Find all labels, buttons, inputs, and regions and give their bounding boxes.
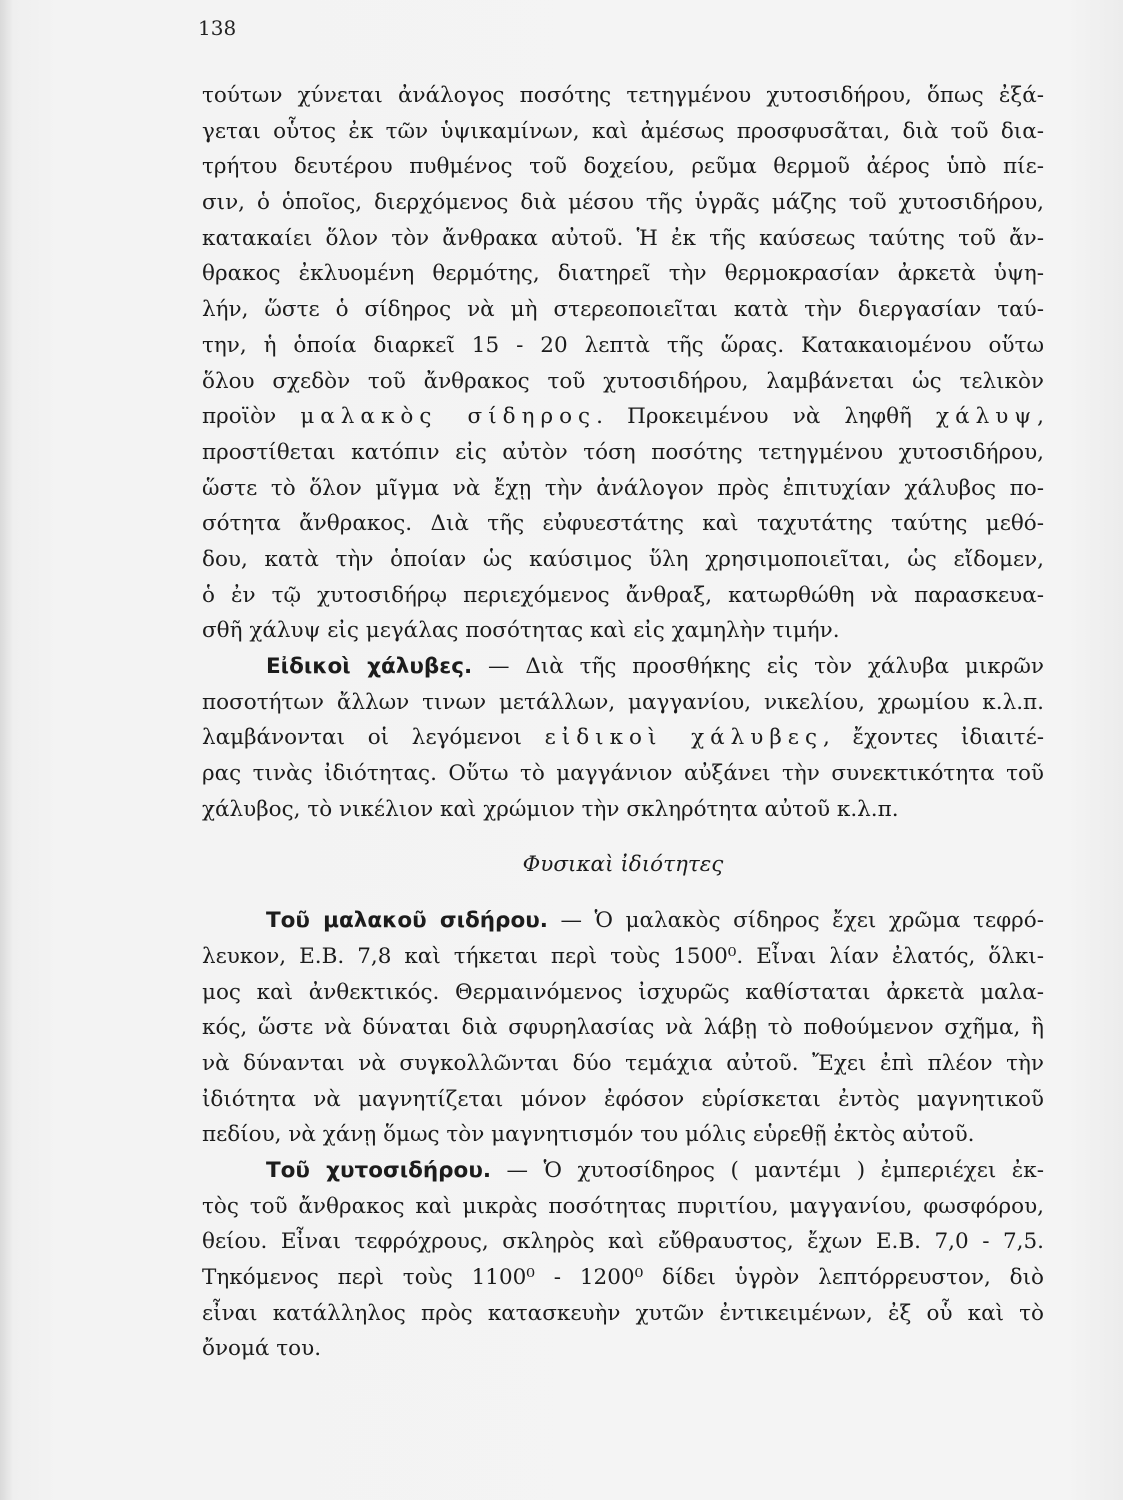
text-line: [202, 471, 1044, 507]
text-run: προϊὸν: [202, 404, 301, 430]
text-line: [202, 1082, 1044, 1118]
text-line: [202, 1260, 1044, 1296]
text-run: σότητα ἄνθρακος. Διὰ τῆς εὐφυεστάτης καὶ ταχυτάτης ταύτης μεθό-: [202, 511, 1044, 537]
text-run: λευκον, Ε.Β. 7,8 καὶ τήκεται περὶ τοὺς 1500⁰. Εἶναι λίαν ἐλατός, ὅλκι-: [202, 943, 1044, 969]
text-run: τούτων χύνεται ἀνάλογος ποσότης τετηγμένου χυτοσιδήρου, ὅπως ἐξά-: [202, 83, 1044, 108]
text-run: Φυσικαὶ ἰδιότητες: [522, 852, 724, 878]
text-run: γεται οὗτος ἐκ τῶν ὑψικαμίνων, καὶ ἀμέσως προσφυσᾶται, διὰ τοῦ δια-: [202, 118, 1044, 144]
text-line: [202, 939, 1044, 975]
text-run: χάλυβος, τὸ νικέλιον καὶ χρώμιον τὴν σκληρότητα αὐτοῦ κ.λ.π.: [202, 796, 899, 822]
text-line: [202, 975, 1044, 1011]
text-run: ρας τινὰς ἰδιότητας. Οὕτω τὸ μαγγάνιον αὐξάνει τὴν συνεκτικότητα τοῦ: [202, 761, 1044, 787]
text-run: λαμβάνονται οἱ λεγόμενοι: [202, 725, 545, 751]
paragraph-heading: Εἰδικοὶ χάλυβες.: [266, 654, 473, 679]
text-run: προστίθεται κατόπιν εἰς αὐτὸν τόση ποσότης τετηγμένου χυτοσιδήρου,: [202, 439, 1044, 465]
text-line: [202, 399, 1044, 435]
emphasized-term: χάλυψ: [936, 404, 1038, 430]
text-run: νὰ δύνανται νὰ συγκολλῶνται δύο τεμάχια αὐτοῦ. Ἔχει ἐπὶ πλέον τὴν: [202, 1050, 1044, 1076]
page-number: 138: [198, 16, 237, 40]
text-run: ὁ ἐν τῷ χυτοσιδήρῳ περιεχόμενος ἄνθραξ, κατωρθώθη νὰ παρασκευα-: [202, 582, 1044, 608]
text-run: — Ὁ χυτοσίδηρος ( μαντέμι ) ἐμπεριέχει ἐκ-: [491, 1157, 1044, 1183]
emphasized-term: εἰδικοὶ χάλυβες: [544, 725, 823, 751]
body-text: [202, 78, 1044, 1367]
text-run: θείου. Εἶναι τεφρόχρους, σκληρὸς καὶ εὔθραυστος, ἔχων Ε.Β. 7,0 - 7,5.: [202, 1229, 1044, 1255]
text-run: θρακος ἐκλυομένη θερμότης, διατηρεῖ τὴν θερμοκρασίαν ἀρκετὰ ὑψη-: [202, 261, 1044, 287]
text-run: ὥστε τὸ ὅλον μῖγμα νὰ ἔχῃ τὴν ἀνάλογον πρὸς ἐπιτυχίαν χάλυβος πο-: [202, 475, 1044, 501]
text-line: [202, 185, 1044, 221]
text-run: κατακαίει ὅλον τὸν ἄνθρακα αὐτοῦ. Ἡ ἐκ τῆς καύσεως ταύτης τοῦ ἄν-: [202, 225, 1044, 251]
text-line: [202, 1046, 1044, 1082]
text-line: [202, 221, 1044, 257]
text-line: [202, 256, 1044, 292]
text-run: σιν, ὁ ὁποῖος, διερχόμενος διὰ μέσου τῆς ὑγρᾶς μάζης τοῦ χυτοσιδήρου,: [202, 190, 1044, 216]
text-run: Τηκόμενος περὶ τοὺς 1100⁰ - 1200⁰ δίδει ὑγρὸν λεπτόρρευστον, διὸ: [202, 1265, 1044, 1290]
text-line: [202, 613, 1044, 649]
text-line: [202, 792, 1044, 828]
text-run: δου, κατὰ τὴν ὁποίαν ὡς καύσιμος ὕλη χρησιμοποιεῖται, ὡς εἴδομεν,: [202, 546, 1044, 572]
text-line: [202, 1296, 1044, 1332]
text-run: ποσοτήτων ἄλλων τινων μετάλλων, μαγγανίου, νικελίου, χρωμίου κ.λ.π.: [202, 689, 1044, 715]
text-run: ἰδιότητα νὰ μαγνητίζεται μόνον ἐφόσον εὑρίσκεται ἐντὸς μαγνητικοῦ: [202, 1086, 1044, 1112]
text-run: τὸς τοῦ ἄνθρακος καὶ μικρὰς ποσότητας πυριτίου, μαγγανίου, φωσφόρου,: [202, 1193, 1044, 1219]
paragraph-heading: Τοῦ μαλακοῦ σιδήρου.: [266, 908, 548, 934]
text-run: — Διὰ τῆς προσθήκης εἰς τὸν χάλυβα μικρῶν: [472, 654, 1044, 679]
text-run: εἶναι κατάλληλος πρὸς κατασκευὴν χυτῶν ἐντικειμένων, ἐξ οὗ καὶ τὸ: [202, 1300, 1044, 1326]
text-line: [202, 578, 1044, 614]
text-line: [202, 649, 1044, 685]
text-run: ὄνομά του.: [202, 1336, 322, 1362]
text-run: — Ὁ μαλακὸς σίδηρος ἔχει χρῶμα τεφρό-: [547, 908, 1044, 934]
text-line: [202, 1224, 1044, 1260]
text-line: [202, 364, 1044, 400]
text-line: [202, 1010, 1044, 1046]
text-line: [202, 1117, 1044, 1153]
text-line: [202, 1189, 1044, 1225]
text-run: μος καὶ ἀνθεκτικός. Θερμαινόμενος ἰσχυρῶς καθίσταται ἀρκετὰ μαλα-: [202, 979, 1044, 1005]
text-line: [202, 756, 1044, 792]
section-heading: [202, 847, 1044, 883]
text-run: την, ἡ ὁποία διαρκεῖ 15 - 20 λεπτὰ τῆς ὥρας. Κατακαιομένου οὕτω: [202, 332, 1044, 358]
text-line: [202, 114, 1044, 150]
text-run: ,: [1037, 404, 1044, 430]
text-line: [202, 903, 1044, 939]
text-line: [202, 149, 1044, 185]
text-run: σθῆ χάλυψ εἰς μεγάλας ποσότητας καὶ εἰς χαμηλὴν τιμήν.: [202, 618, 840, 644]
text-line: [202, 328, 1044, 364]
text-line: [202, 1331, 1044, 1367]
text-run: κός, ὥστε νὰ δύναται διὰ σφυρηλασίας νὰ λάβῃ τὸ ποθούμενον σχῆμα, ἢ: [202, 1015, 1044, 1041]
text-line: [202, 1153, 1044, 1189]
text-run: , ἔχοντες ἰδιαιτέ-: [823, 725, 1044, 751]
text-run: πεδίου, νὰ χάνῃ ὅμως τὸν μαγνητισμόν του μόλις εὑρεθῇ ἐκτὸς αὐτοῦ.: [202, 1122, 975, 1148]
text-run: ὅλου σχεδὸν τοῦ ἄνθρακος τοῦ χυτοσιδήρου, λαμβάνεται ὡς τελικὸν: [202, 368, 1044, 394]
text-line: [202, 542, 1044, 578]
text-line: [202, 720, 1044, 756]
text-line: [202, 292, 1044, 328]
paragraph-heading: Τοῦ χυτοσιδήρου.: [266, 1157, 492, 1183]
text-line: [202, 78, 1044, 114]
text-line: [202, 435, 1044, 471]
text-run: . Προκειμένου νὰ ληφθῆ: [596, 404, 937, 430]
text-run: λήν, ὥστε ὁ σίδηρος νὰ μὴ στερεοποιεῖται κατὰ τὴν διεργασίαν ταύ-: [202, 297, 1044, 323]
emphasized-term: μαλακὸς σίδηρος: [300, 404, 597, 430]
text-line: [202, 685, 1044, 721]
text-line: [202, 506, 1044, 542]
text-run: τρήτου δευτέρου πυθμένος τοῦ δοχείου, ρεῦμα θερμοῦ ἀέρος ὑπὸ πίε-: [202, 154, 1044, 180]
